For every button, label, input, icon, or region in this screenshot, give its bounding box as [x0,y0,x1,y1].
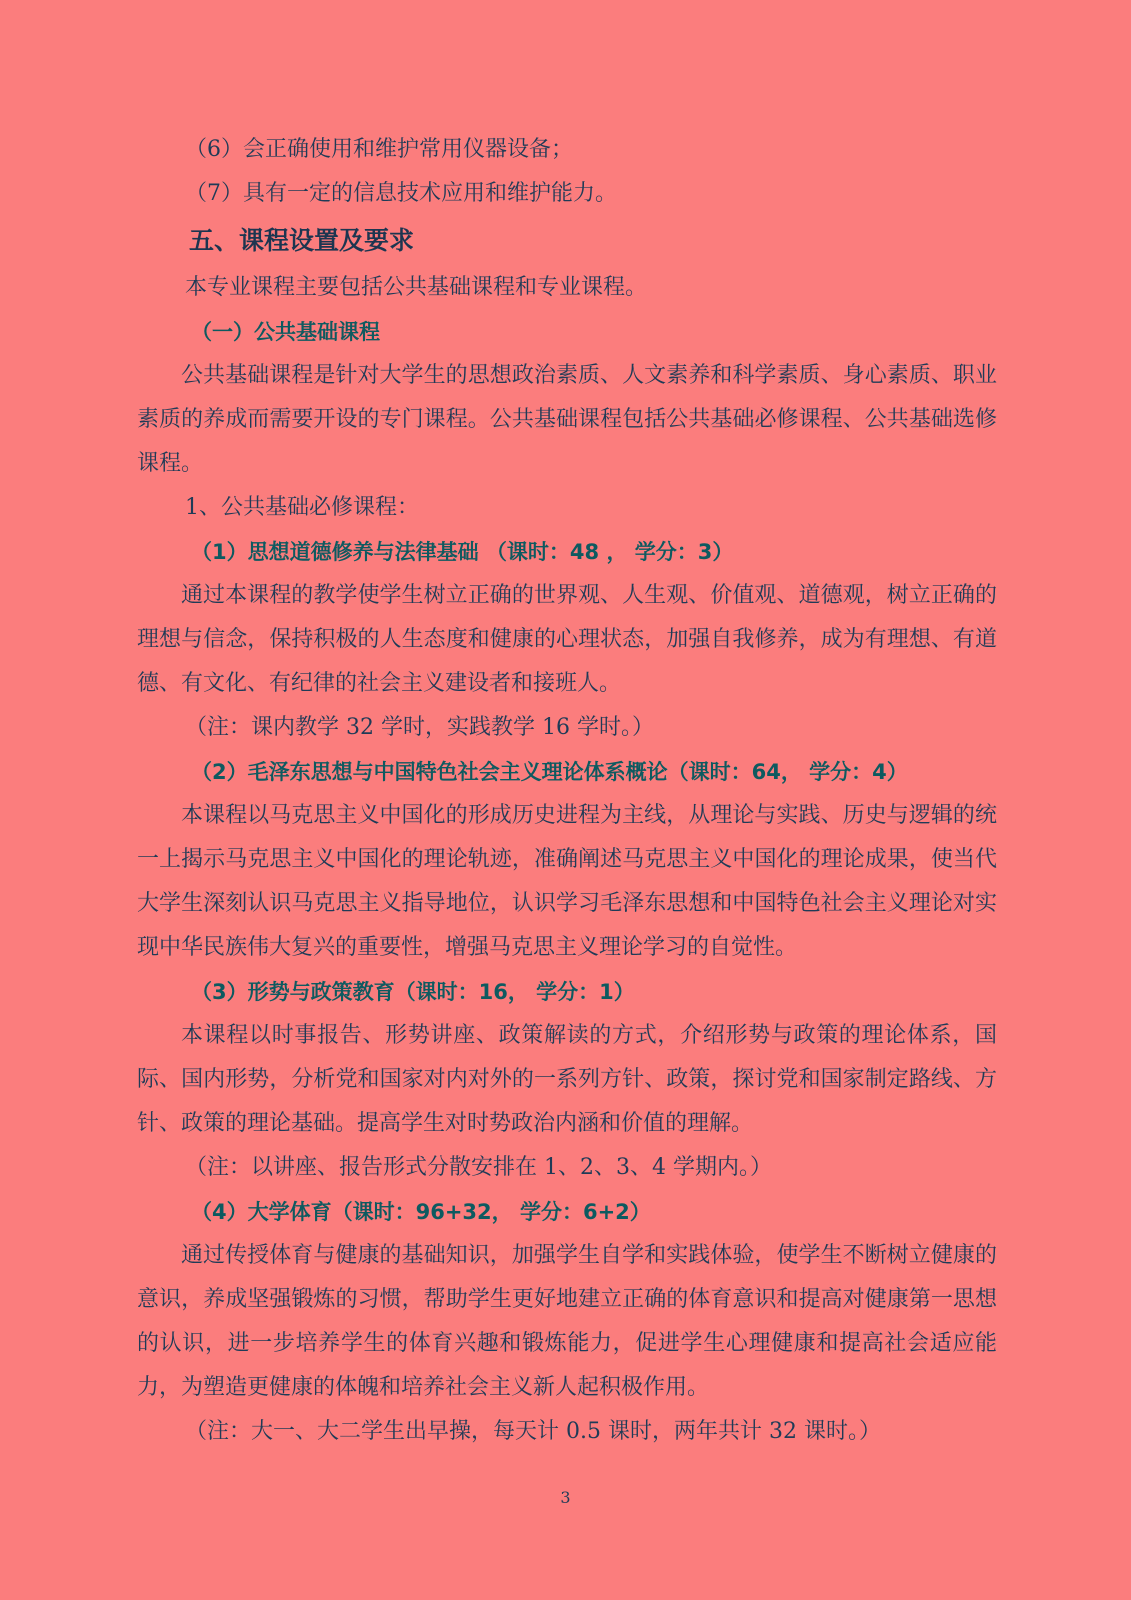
course-title: （1）思想道德修养与法律基础 （课时：48 ， 学分：3） [191,540,734,564]
course-description: 通过本课程的教学使学生树立正确的世界观、人生观、价值观、道德观，树立正确的理想与信念，保持积极的人生态度和健康的心理状态，加强自我修养，成为有理想、有道德、有文化、有纪律的社会主义建设者和接班人。 [137,583,997,696]
course-description: 通过传授体育与健康的基础知识，加强学生自学和实践体验，使学生不断树立健康的意识，养成坚强锻炼的习惯，帮助学生更好地建立正确的体育意识和提高对健康第一思想的认识，进一步培养学生的体育兴趣和锻炼能力，促进学生心理健康和提高社会适应能力，为塑造更健康的体魄和培养社会主义新人起积极作用。 [137,1243,997,1400]
subsection-heading: （一）公共基础课程 [191,320,380,344]
document-page [137,128,997,1454]
course-title: （4）大学体育（课时：96+32， 学分：6+2） [191,1200,651,1224]
subsection-description: 公共基础课程是针对大学生的思想政治素质、人文素养和科学素质、身心素质、职业素质的养成而需要开设的专门课程。公共基础课程包括公共基础必修课程、公共基础选修课程。 [137,363,997,476]
course-note: （注：课内教学 32 学时，实践教学 16 学时。） [185,715,654,740]
list-item-7: （7）具有一定的信息技术应用和维护能力。 [185,181,617,206]
page-number: 3 [560,1488,571,1507]
section-intro: 本专业课程主要包括公共基础课程和专业课程。 [185,275,648,300]
list-item-6: （6）会正确使用和维护常用仪器设备； [185,137,573,162]
list-label: 1、公共基础必修课程： [185,495,419,520]
course-note: （注：大一、大二学生出早操，每天计 0.5 课时，两年共计 32 课时。） [185,1419,881,1444]
section-heading: 五、课程设置及要求 [189,226,415,255]
course-title: （2）毛泽东思想与中国特色社会主义理论体系概论（课时：64， 学分：4） [191,760,908,784]
course-title: （3）形势与政策教育（课时：16， 学分：1） [191,980,635,1004]
course-note: （注：以讲座、报告形式分散安排在 1、2、3、4 学期内。） [185,1155,772,1180]
course-description: 本课程以时事报告、形势讲座、政策解读的方式，介绍形势与政策的理论体系，国际、国内形势，分析党和国家对内对外的一系列方针、政策，探讨党和国家制定路线、方针、政策的理论基础。提高学生对时势政治内涵和价值的理解。 [137,1023,997,1136]
course-description: 本课程以马克思主义中国化的形成历史进程为主线，从理论与实践、历史与逻辑的统一上揭示马克思主义中国化的理论轨迹，准确阐述马克思主义中国化的理论成果，使当代大学生深刻认识马克思主义指导地位，认识学习毛泽东思想和中国特色社会主义理论对实现中华民族伟大复兴的重要性，增强马克思主义理论学习的自觉性。 [137,803,997,960]
